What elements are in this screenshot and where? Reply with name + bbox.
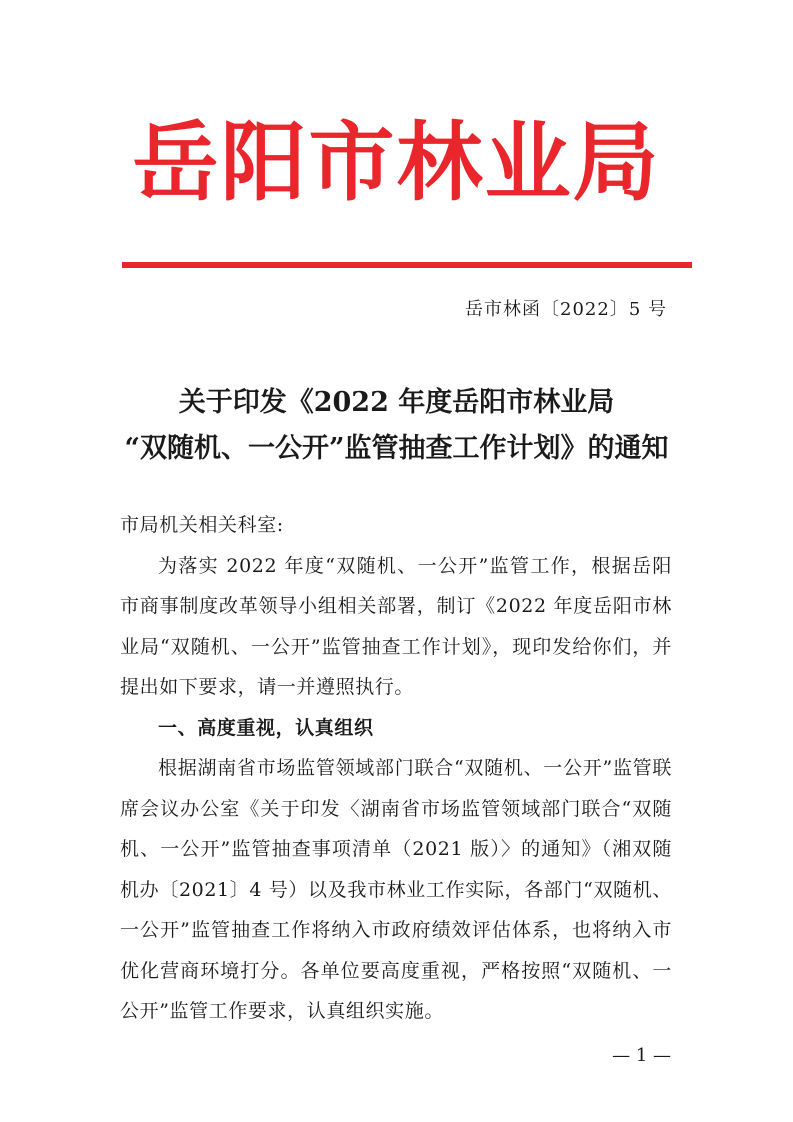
paragraph-1: 为落实 2022 年度“双随机、一公开”监管工作，根据岳阳市商事制度改革领导小组相关部署，制订《2022 年度岳阳市林业局“双随机、一公开”监管抽查工作计划》，现印发给你们，并提出如下要求，请一并遵照执行。 bbox=[120, 554, 672, 698]
paragraph-2: 根据湖南省市场监管领域部门联合“双随机、一公开”监管联席会议办公室《关于印发〈湖南省市场监管领域部门联合“双随机、一公开”监管抽查事项清单（2021 版）〉的通知》（湘双随机办〔2021〕4 号）以及我市林业工作实际，各部门“双随机、一公开”监管抽查工作将纳入市政府绩效评估体系，也将纳入市优化营商环境打分。各单位要高度重视，严格按照“双随机、一公开”监管工作要求，认真组织实施。 bbox=[120, 757, 672, 1022]
title-line-1: 关于印发《2022 年度岳阳市林业局 bbox=[178, 387, 615, 418]
masthead-title: 岳阳市林业局 bbox=[132, 112, 661, 213]
document-body bbox=[120, 505, 672, 1032]
red-divider-line bbox=[122, 262, 692, 268]
document-number: 岳市林函〔2022〕5 号 bbox=[465, 299, 667, 320]
salutation: 市局机关相关科室: bbox=[120, 514, 284, 536]
document-title bbox=[60, 380, 733, 472]
page-number: — 1 — bbox=[612, 1045, 671, 1066]
section-heading-1: 一、高度重视，认真组织 bbox=[158, 716, 374, 739]
title-line-2: “双随机、一公开”监管抽查工作计划》的通知 bbox=[124, 433, 669, 464]
